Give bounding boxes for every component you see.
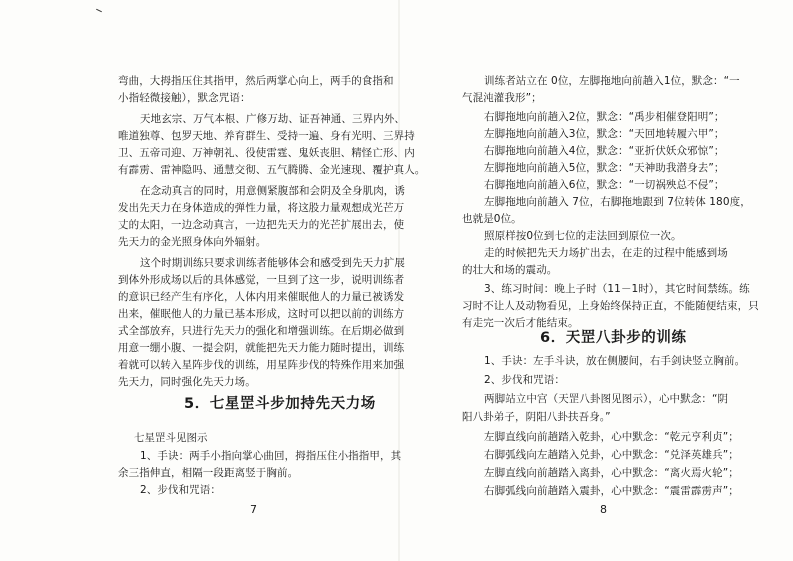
left-line-8: 发出先天力在身体造成的弹性力量，将这股力量观想成光芒万 — [118, 202, 405, 214]
right-line-4: 左脚拖地向前趟入3位，默念：“天回地转履六甲”； — [484, 128, 725, 140]
left-line-12: 到体外形成场以后的具体感觉，一旦到了这一步，说明训练者 — [118, 274, 405, 286]
left-line-6: 有霹雳、雷神隐吗、通慧交彻、五气腾腾、金光速现、覆护真人。 — [118, 164, 426, 176]
right-line-2: 气混沌灌我形”； — [462, 92, 542, 104]
left-line-11: 这个时期训练只要求训练者能够体会和感受到先天力扩展 — [140, 257, 405, 269]
left-line-19: 1、手诀：两手小指向掌心曲回，拇指压住小指指甲，其 — [140, 450, 402, 462]
left-line-18: 先天力，同时强化先天力场。 — [118, 376, 256, 388]
left-line-16: 用意一绷小腹、一提会阴，就能把先天力能力随时提出，训练 — [118, 342, 405, 354]
left-line-14: 出来，催眠他人的力量已基本形成，这时可以把以前的训练方 — [118, 308, 405, 320]
left-line-1: 弯曲，大拇指压住其指甲，然后两掌心向上，两手的食指和 — [118, 75, 394, 87]
right-line-15: 有走完一次后才能结束。 — [462, 317, 579, 329]
right-line-7: 右脚拖地向前趟入6位，默念：“一切祸殃总不侵”； — [484, 179, 725, 191]
right-line-3: 右脚拖地向前趟入2位，默念：“禹步相催登阳明”； — [484, 111, 725, 123]
left-line-20: 余三指伸直，相隔一段距离竖于胸前。 — [118, 467, 299, 479]
right-line-19: 阳八卦弟子，阴阳八卦扶吾身。” — [462, 411, 611, 423]
page-number-left: 7 — [250, 503, 257, 516]
right-line-23: 右脚弧线向前趟踏入震卦，心中默念：“震雷霹雳声”； — [484, 485, 739, 497]
right-line-1: 训练者站立在 0位，左脚拖地向前趟入1位，默念：“一 — [484, 75, 740, 87]
right-line-14: 习时不让人及动物看见，上身始终保持正直，不能随便结束，只 — [462, 300, 759, 312]
left-line-4: 唯道独尊、包罗天地、养育群生、受持一遍、身有光明、三界持 — [118, 130, 415, 142]
section-6-heading: 6．天罡八卦步的训练 — [540, 330, 687, 346]
left-line-15: 式全部放弃，只进行先天力的强化和增强训练。在后期必做到 — [118, 325, 405, 337]
left-line-3: 天地玄宗、万气本根、广修万劫、证吾神通、三界内外、 — [140, 113, 405, 125]
right-line-12: 的壮大和场的震动。 — [462, 264, 558, 276]
right-line-10: 照原样按0位到七位的走法回到原位一次。 — [484, 230, 682, 242]
left-line-5: 卫、五帝司迎、万神朝礼、役使雷霆、鬼妖丧胆、精怪亡形、内 — [118, 147, 415, 159]
right-line-22: 左脚直线向前趟踏入离卦，心中默念：“离火焉火轮”； — [484, 467, 739, 479]
right-line-20: 左脚直线向前趟踏入乾卦，心中默念：“乾元亨利贞”； — [484, 431, 739, 443]
left-line-21: 2、步伐和咒语： — [140, 484, 221, 496]
right-page — [400, 0, 793, 561]
star-diagram-caption: 七星罡斗见图示 — [134, 432, 208, 444]
right-line-18: 两脚站立中宫（天罡八卦图见图示），心中默念：“阴 — [484, 393, 729, 405]
left-line-13: 的意识已经产生有序化，人体内用来催眠他人的力量已被诱发 — [118, 291, 405, 303]
right-line-11: 走的时候把先天力场扩出去，在走的过程中能感到场 — [484, 247, 728, 259]
right-line-6: 左脚拖地向前趟入5位，默念：“天神助我潜身去”； — [484, 162, 725, 174]
left-line-17: 着就可以转入星阵步伐的训练，用星阵步伐的特殊作用来加强 — [118, 359, 405, 371]
left-line-2: 小指轻微接触），默念咒语： — [118, 92, 251, 104]
right-line-9: 也就是0位。 — [462, 213, 522, 225]
section-5-heading: 5．七星罡斗步加持先天力场 — [184, 396, 376, 412]
left-line-7: 在念动真言的同时，用意侧紧腹部和会阴及全身肌肉，诱 — [140, 185, 405, 197]
right-line-5: 右脚拖地向前趟入4位，默念：“亚折伏妖众邪惊”； — [484, 145, 725, 157]
right-line-8: 左脚拖地向前趟入 7位，右脚拖地跟到 7位转体 180度， — [484, 196, 751, 208]
left-line-10: 先天力的金光照身体向外辐射。 — [118, 236, 267, 248]
right-line-21: 右脚弧线向左趟踏入兑卦，心中默念：“兑泽英雄兵”； — [484, 449, 739, 461]
right-line-13: 3、练习时间：晚上子时（11－1时），其它时间禁练。练 — [484, 283, 750, 295]
right-line-17: 2、步伐和咒语： — [484, 374, 565, 386]
left-line-9: 丈的太阳，一边念动真言，一边把先天力的光芒扩展出去，使 — [118, 219, 405, 231]
right-line-16: 1、手诀：左手斗诀，放在侧腰间，右手剑诀竖立胸前。 — [484, 355, 746, 367]
page-number-right: 8 — [600, 503, 607, 516]
